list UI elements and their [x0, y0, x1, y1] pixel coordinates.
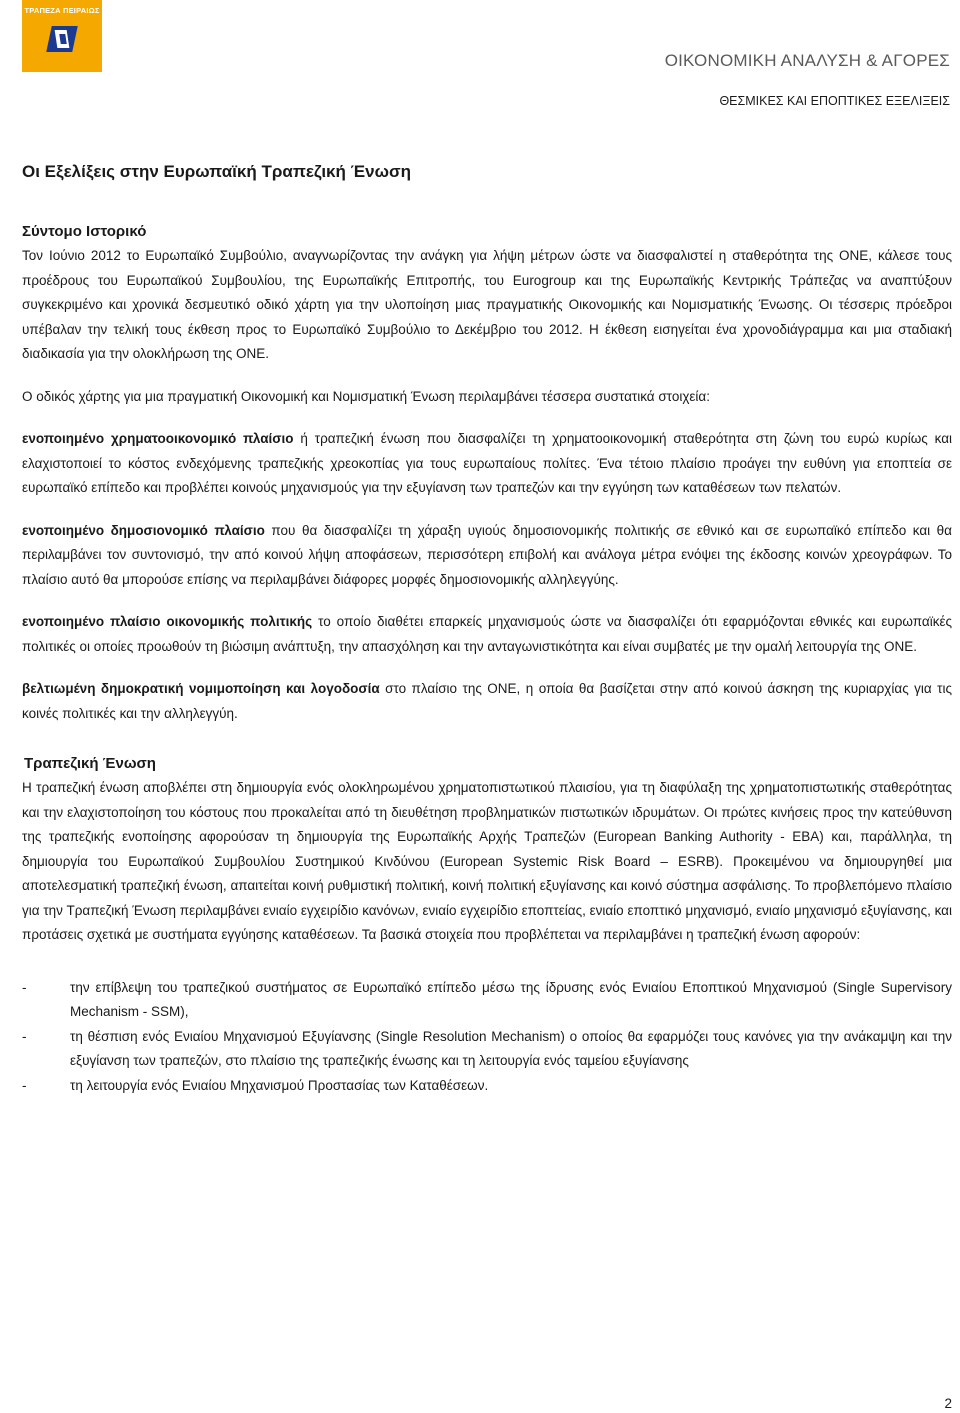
history-paragraph: Τον Ιούνιο 2012 το Ευρωπαϊκό Συμβούλιο, αναγνωρίζοντας την ανάγκη για λήψη μέτρων ώστε να διασφαλιστεί η σταθερότητα της ΟΝΕ, κάλεσε τους προέδρους του Ευρωπαϊκού Συμβουλίου, της Ευρωπαϊκής Επιτροπής, του Eurogroup και της Ευρωπαϊκής Κεντρικής Τράπεζας να αναπτύξουν συγκεκριμένο και χρονικά δεσμευτικό οδικό χάρτη για την υλοποίηση μιας πραγματικής Οικονομικής και Νομισματικής Ένωσης. Οι τέσσερις πρόεδροι υπέβαλαν την τελική τους έκθεση προς το Ευρωπαϊκό Συμβούλιο το Δεκέμβριο του 2012. Η έκθεση εισηγείται ένα χρονοδιάγραμμα και μια σταδιακή διαδικασία για την ολοκλήρωση της ΟΝΕ. [22, 248, 952, 361]
dash-bullet: - [22, 979, 27, 995]
list-item [22, 1025, 952, 1074]
component-paragraph [22, 427, 952, 501]
banking-union-list [22, 976, 952, 1099]
logo-text: ΤΡΑΠΕΖΑ ΠΕΙΡΑΙΩΣ [24, 6, 100, 15]
dash-bullet: - [22, 1077, 27, 1093]
logo-mark-icon [46, 26, 78, 52]
document-title: Οι Εξελίξεις στην Ευρωπαϊκή Τραπεζική Ένωση [22, 162, 411, 181]
list-item-text: τη θέσπιση ενός Ενιαίου Μηχανισμού Εξυγίανσης (Single Resolution Mechanism) ο οποίος θα εφαρμόζει τους κανόνες για την ανάκαμψη και την εξυγίανση των τραπεζών, στο πλαίσιο της τραπεζικής ένωσης και τη λειτουργία ενός ταμείου εξυγίανσης [70, 1028, 952, 1068]
component-term: ενοποιημένο δημοσιονομικό πλαίσιο [22, 522, 265, 538]
header-section-title: ΟΙΚΟΝΟΜΙΚΗ ΑΝΑΛΥΣΗ & ΑΓΟΡΕΣ [664, 51, 950, 70]
component-term: ενοποιημένο χρηματοοικονομικό πλαίσιο [22, 431, 294, 446]
document-body [22, 162, 952, 1098]
component-text: που θα διασφαλίζει τη χάραξη υγιούς δημοσιονομικής πολιτικής σε εθνικό και σε ευρωπαϊκό επίπεδο και θα περιλαμβάνει τον συντονισμό, την από κοινού λήψη αποφάσεων, περισσότερη επιβολή και ανάλογα μέτρα ενόψει της έκδοσης κοινών χρεογράφων. Το πλαίσιο αυτό θα μπορούσε επίσης να περιλαμβάνει διάφορες μορφές δημοσιονομικής αλληλεγγύης. [22, 522, 952, 587]
list-item-text: τη λειτουργία ενός Ενιαίου Μηχανισμού Προστασίας των Καταθέσεων. [70, 1077, 489, 1093]
component-text: στο πλαίσιο της ΟΝΕ, η οποία θα βασίζεται στην από κοινού άσκηση της κυριαρχίας για τις κοινές πολιτικές και την αλληλεγγύη. [22, 681, 952, 721]
component-text: ή τραπεζική ένωση που διασφαλίζει τη χρηματοοικονομική σταθερότητα στη ζώνη του ευρώ κυρίως και ελαχιστοποιεί το κόστος ενδεχόμενης τραπεζικής χρεοκοπίας για τους ευρωπαίους πολίτες. Ένα τέτοιο πλαίσιο προάγει την ευθύνη για εποπτεία σε ευρωπαϊκό επίπεδο και προβλέπει κοινούς μηχανισμούς για την εξυγίανση των τραπεζών και την εγγύηση των καταθέσεων των πελατών. [22, 431, 952, 495]
component-term: ενοποιημένο πλαίσιο οικονομικής πολιτικής [22, 614, 313, 629]
banking-union-heading: Τραπεζική Ένωση [24, 755, 156, 772]
roadmap-intro: Ο οδικός χάρτης για μια πραγματική Οικονομική και Νομισματική Ένωση περιλαμβάνει τέσσερα συστατικά στοιχεία: [22, 388, 710, 404]
banking-union-paragraph: Η τραπεζική ένωση αποβλέπει στη δημιουργία ενός ολοκληρωμένου χρηματοπιστωτικού πλαισίου, για τη διαφύλαξη της χρηματοπιστωτικής σταθερότητας και την ελαχιστοποίηση του κόστους που προκαλείται από τη διευθέτηση προβληματικών πιστωτικών ιδρυμάτων. Οι πρώτες κινήσεις προς την κατεύθυνση της τραπεζικής ενοποίησης αφορούσαν τη δημιουργία της Ευρωπαϊκής Αρχής Τραπεζών (European Banking Authority - EBA) και, παράλληλα, τη δημιουργία του Ευρωπαϊκού Συμβουλίου Συστημικού Κινδύνου (European Systemic Risk Board – ESRB). Προκειμένου να δημιουργηθεί μια αποτελεσματική τραπεζική ένωση, απαιτείται κοινή ρυθμιστική πολιτική, κοινή πολιτική εξυγίανσης και κοινό σύστημα ασφάλισης. Το προβλεπόμενο πλαίσιο για την Τραπεζική Ένωση περιλαμβάνει ενιαίο εγχειρίδιο κανόνων, ενιαίο εγχειρίδιο εποπτείας, ενιαίο εποπτικό μηχανισμό, ενιαίο μηχανισμό εξυγίανσης, και προτάσεις σχετικά με συστήματα εγγύησης καταθέσεων. Τα βασικά στοιχεία που προβλέπεται να περιλαμβάνει η τραπεζική ένωση αφορούν: [22, 780, 952, 942]
component-paragraph [22, 519, 952, 593]
header-subsection-title: ΘΕΣΜΙΚΕΣ ΚΑΙ ΕΠΟΠΤΙΚΕΣ ΕΞΕΛΙΞΕΙΣ [719, 94, 950, 108]
page-number: 2 [944, 1396, 952, 1411]
list-item-text: την επίβλεψη του τραπεζικού συστήματος σε Ευρωπαϊκό επίπεδο μέσω της ίδρυσης ενός Ενιαίου Εποπτικού Μηχανισμού (Single Supervisory Mechanism - SSM), [70, 979, 952, 1019]
component-term: βελτιωμένη δημοκρατική νομιμοποίηση και λογοδοσία [22, 681, 380, 696]
list-item [22, 976, 952, 1025]
component-paragraph [22, 610, 952, 659]
component-paragraph [22, 677, 952, 726]
list-item [22, 1074, 952, 1099]
dash-bullet: - [22, 1028, 27, 1044]
bank-logo [22, 0, 102, 72]
component-text: το οποίο διαθέτει επαρκείς μηχανισμούς ώστε να διασφαλίζει ότι εφαρμόζονται εθνικές και ευρωπαϊκές πολιτικές οι οποίες προωθούν τη βιώσιμη ανάπτυξη, την απασχόληση και την ανταγωνιστικότητα και είναι συμβατές με την ομαλή λειτουργία της ΟΝΕ. [22, 614, 952, 654]
history-heading: Σύντομο Ιστορικό [22, 223, 147, 240]
